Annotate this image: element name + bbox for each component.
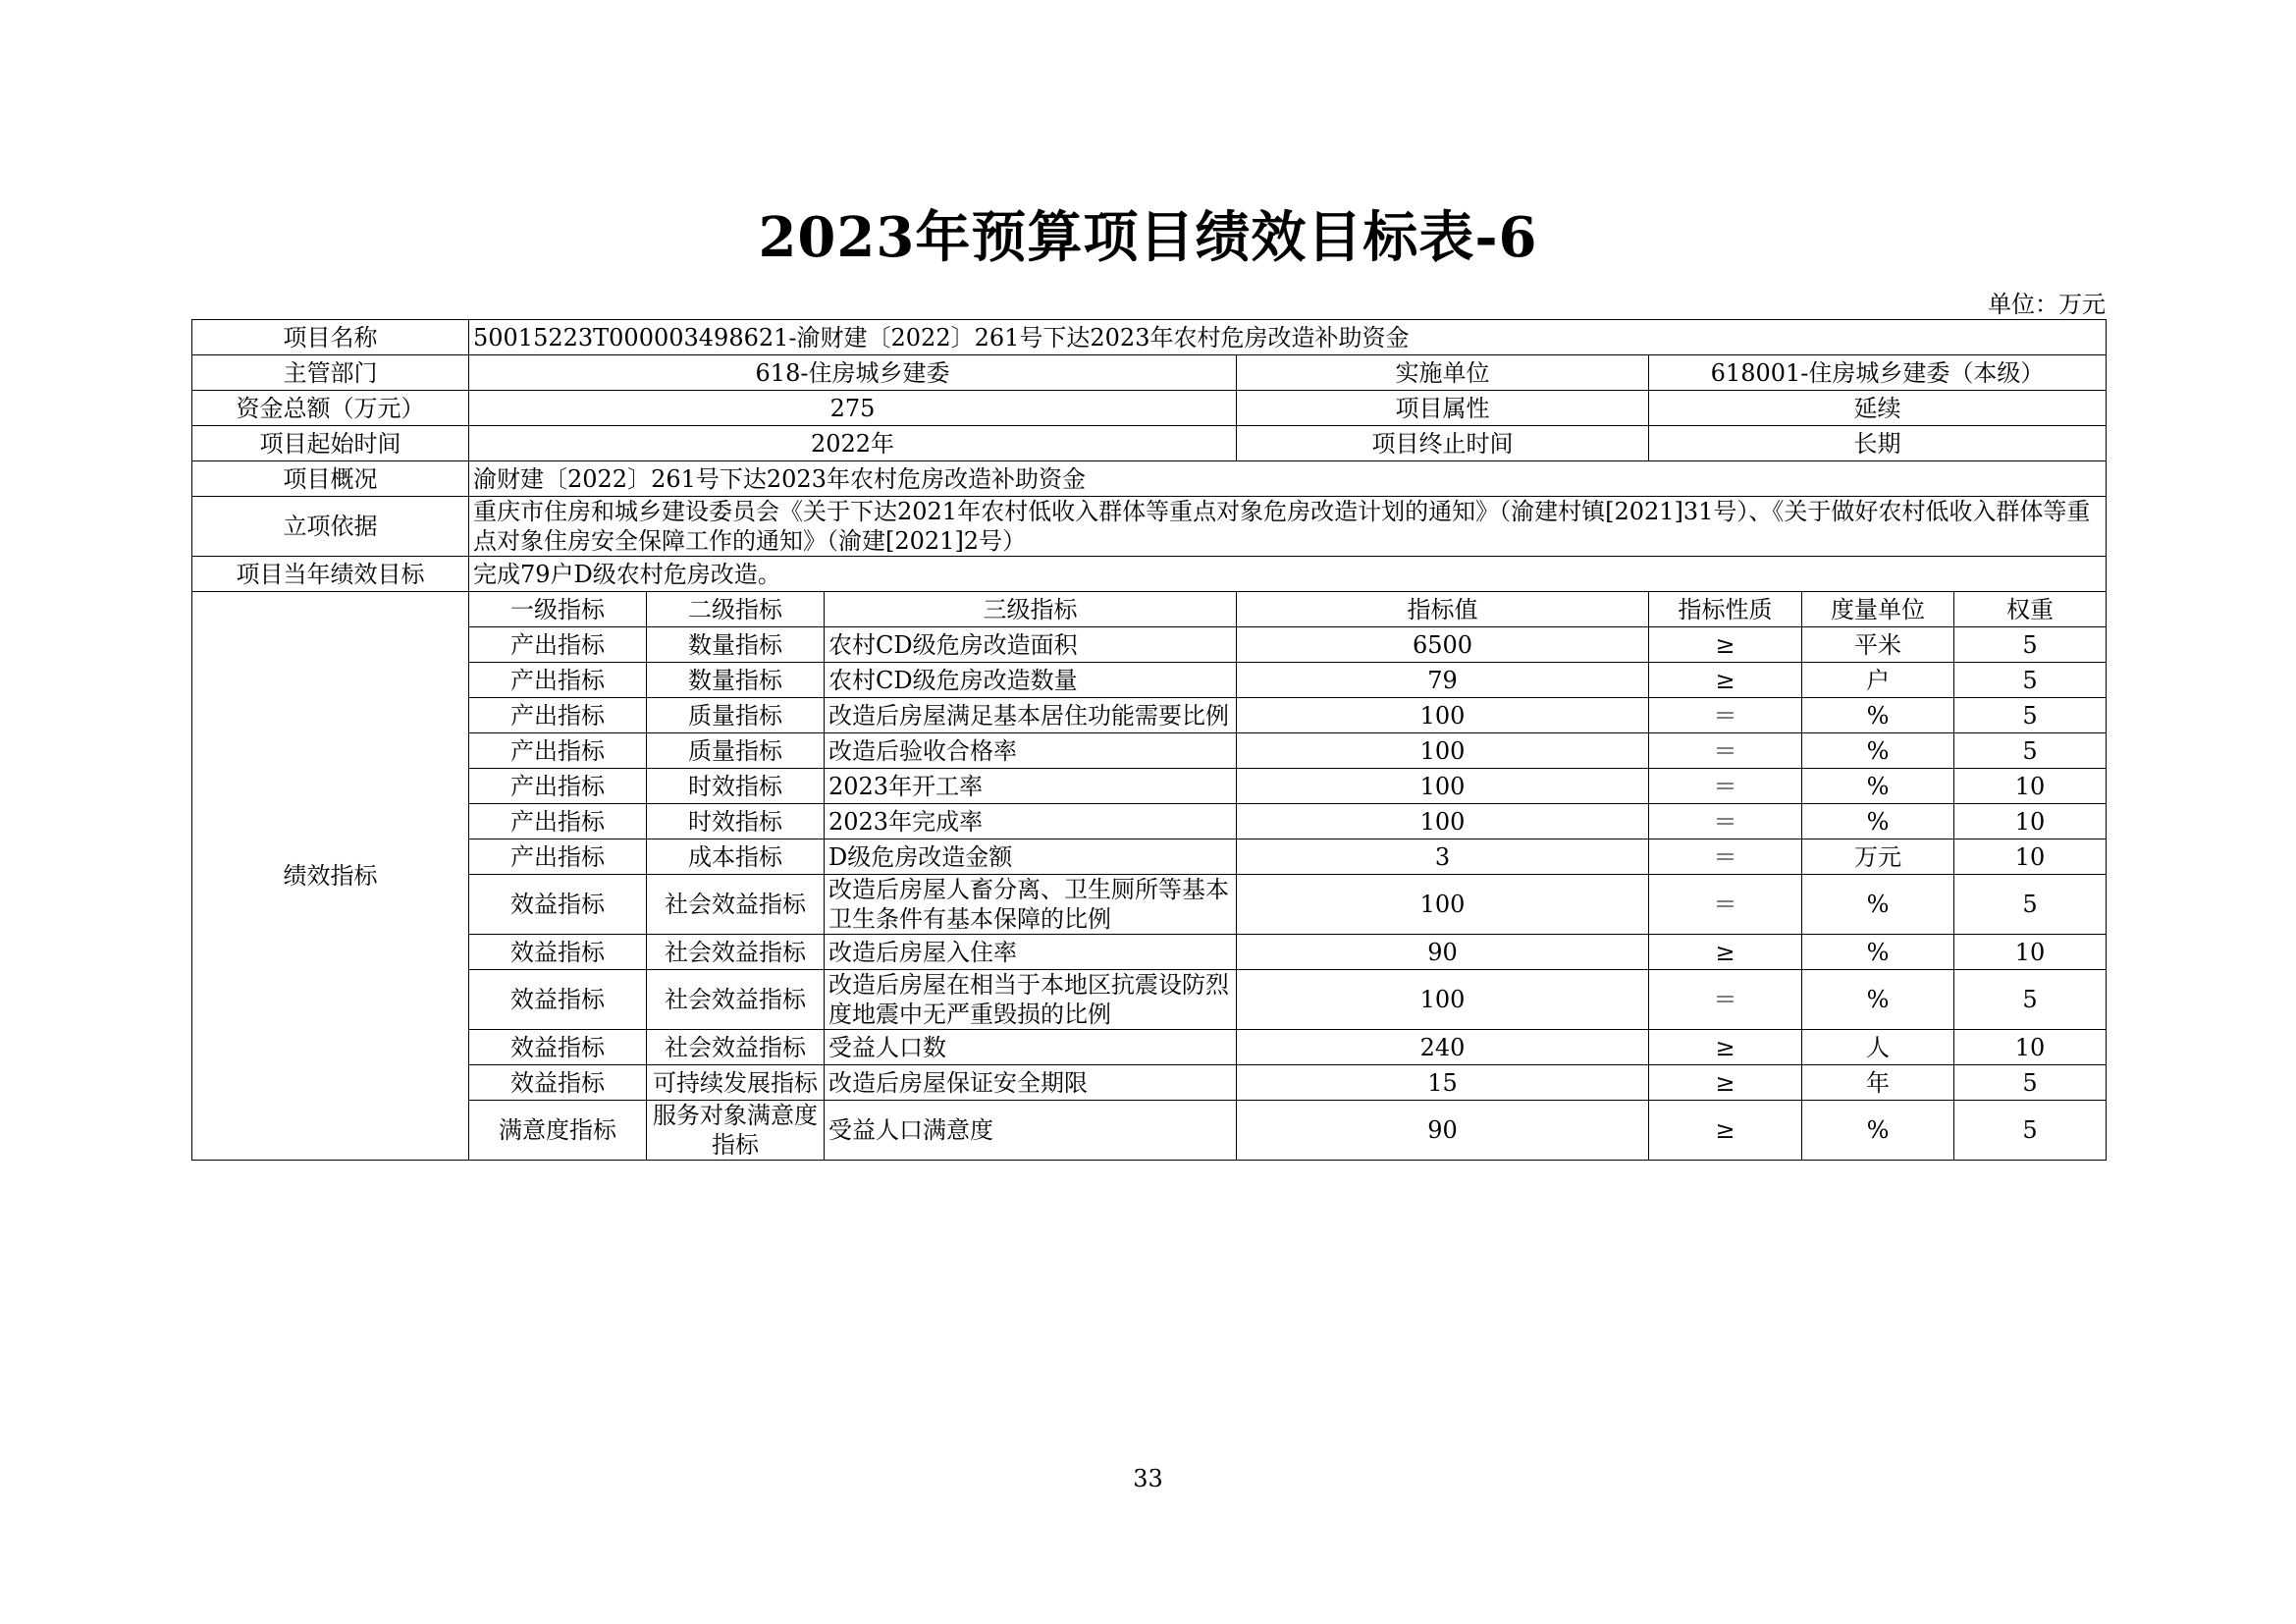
column-header: 指标值 xyxy=(1237,592,1649,627)
table-cell: ＝ xyxy=(1649,769,1802,804)
table-cell: 5 xyxy=(1954,663,2107,698)
table-cell: 产出指标 xyxy=(469,733,647,769)
table-cell: % xyxy=(1802,769,1954,804)
value-cell: 渝财建〔2022〕261号下达2023年农村危房改造补助资金 xyxy=(469,461,2107,497)
table-cell: ≥ xyxy=(1649,1030,1802,1065)
table-cell: 5 xyxy=(1954,970,2107,1030)
table-row xyxy=(192,733,2107,769)
label-cell: 项目名称 xyxy=(192,320,469,355)
table-cell: 3 xyxy=(1237,839,1649,875)
value-cell: 618-住房城乡建委 xyxy=(469,355,1237,391)
row-overview xyxy=(192,461,2107,497)
page-title: 2023年预算项目绩效目标表-6 xyxy=(758,205,1538,270)
table-cell: 15 xyxy=(1237,1065,1649,1101)
table-cell: 效益指标 xyxy=(469,935,647,970)
table-cell: ＝ xyxy=(1649,875,1802,935)
table-row xyxy=(192,1065,2107,1101)
table-cell: ＝ xyxy=(1649,839,1802,875)
value-cell: 长期 xyxy=(1649,426,2107,461)
table-cell: 100 xyxy=(1237,733,1649,769)
table-cell: % xyxy=(1802,804,1954,839)
table-cell: ＝ xyxy=(1649,698,1802,733)
table-cell: 质量指标 xyxy=(647,733,825,769)
table-cell: 平米 xyxy=(1802,627,1954,663)
table-cell: % xyxy=(1802,1101,1954,1161)
table-cell: 效益指标 xyxy=(469,1030,647,1065)
table-cell: 10 xyxy=(1954,804,2107,839)
table-cell: 改造后房屋保证安全期限 xyxy=(825,1065,1237,1101)
table-cell: 5 xyxy=(1954,1065,2107,1101)
table-row xyxy=(192,839,2107,875)
row-dept xyxy=(192,355,2107,391)
table-cell: D级危房改造金额 xyxy=(825,839,1237,875)
table-cell: 5 xyxy=(1954,698,2107,733)
table-cell: % xyxy=(1802,935,1954,970)
table-cell: 改造后房屋满足基本居住功能需要比例 xyxy=(825,698,1237,733)
table-cell: 农村CD级危房改造面积 xyxy=(825,627,1237,663)
label-cell: 项目起始时间 xyxy=(192,426,469,461)
table-row xyxy=(192,804,2107,839)
table-cell: ≥ xyxy=(1649,627,1802,663)
table-cell: 效益指标 xyxy=(469,970,647,1030)
table-cell: % xyxy=(1802,970,1954,1030)
value-cell: 50015223T000003498621-渝财建〔2022〕261号下达2023年农村危房改造补助资金 xyxy=(469,320,2107,355)
table-cell: 产出指标 xyxy=(469,698,647,733)
table-cell: 100 xyxy=(1237,804,1649,839)
column-header: 度量单位 xyxy=(1802,592,1954,627)
table-cell: 社会效益指标 xyxy=(647,1030,825,1065)
table-cell: 质量指标 xyxy=(647,698,825,733)
row-indicator-header xyxy=(192,592,2107,627)
table-cell: 数量指标 xyxy=(647,663,825,698)
table-cell: 社会效益指标 xyxy=(647,935,825,970)
unit-label: 单位：万元 xyxy=(1988,291,2106,318)
table-cell: 受益人口满意度 xyxy=(825,1101,1237,1161)
table-cell: 100 xyxy=(1237,875,1649,935)
label-cell: 项目概况 xyxy=(192,461,469,497)
table-cell: 5 xyxy=(1954,733,2107,769)
table-cell: 改造后房屋入住率 xyxy=(825,935,1237,970)
table-cell: ＝ xyxy=(1649,733,1802,769)
table-cell: 产出指标 xyxy=(469,627,647,663)
table-row xyxy=(192,935,2107,970)
table-cell: 社会效益指标 xyxy=(647,875,825,935)
table-cell: 产出指标 xyxy=(469,839,647,875)
value-cell: 275 xyxy=(469,391,1237,426)
table-cell: 79 xyxy=(1237,663,1649,698)
table-cell: 产出指标 xyxy=(469,769,647,804)
row-total xyxy=(192,391,2107,426)
column-header: 二级指标 xyxy=(647,592,825,627)
value-cell: 2022年 xyxy=(469,426,1237,461)
table-cell: 100 xyxy=(1237,970,1649,1030)
table-cell: 2023年开工率 xyxy=(825,769,1237,804)
table-cell: 5 xyxy=(1954,875,2107,935)
table-cell: 90 xyxy=(1237,935,1649,970)
table-row xyxy=(192,769,2107,804)
table-cell: 2023年完成率 xyxy=(825,804,1237,839)
table-cell: 5 xyxy=(1954,1101,2107,1161)
table-row xyxy=(192,1030,2107,1065)
table-cell: 时效指标 xyxy=(647,804,825,839)
row-basis xyxy=(192,497,2107,557)
table-cell: ＝ xyxy=(1649,804,1802,839)
table-cell: 人 xyxy=(1802,1030,1954,1065)
table-cell: 效益指标 xyxy=(469,1065,647,1101)
table-cell: 时效指标 xyxy=(647,769,825,804)
table-cell: % xyxy=(1802,875,1954,935)
table-cell: 10 xyxy=(1954,839,2107,875)
table-cell: 受益人口数 xyxy=(825,1030,1237,1065)
label-cell: 实施单位 xyxy=(1237,355,1649,391)
label-cell: 项目终止时间 xyxy=(1237,426,1649,461)
value-cell: 延续 xyxy=(1649,391,2107,426)
table-cell: 服务对象满意度指标 xyxy=(647,1101,825,1161)
label-cell: 主管部门 xyxy=(192,355,469,391)
table-row xyxy=(192,1101,2107,1161)
row-goal xyxy=(192,557,2107,592)
row-time xyxy=(192,426,2107,461)
table-row xyxy=(192,875,2107,935)
table-cell: 10 xyxy=(1954,1030,2107,1065)
table-cell: ≥ xyxy=(1649,1065,1802,1101)
table-cell: 10 xyxy=(1954,769,2107,804)
label-cell: 绩效指标 xyxy=(192,592,469,1161)
label-cell: 项目属性 xyxy=(1237,391,1649,426)
table-cell: 改造后房屋人畜分离、卫生厕所等基本卫生条件有基本保障的比例 xyxy=(825,875,1237,935)
row-project-name xyxy=(192,320,2107,355)
label-cell: 项目当年绩效目标 xyxy=(192,557,469,592)
table-cell: 改造后验收合格率 xyxy=(825,733,1237,769)
table-cell: % xyxy=(1802,698,1954,733)
table-cell: 100 xyxy=(1237,769,1649,804)
table-cell: 可持续发展指标 xyxy=(647,1065,825,1101)
label-cell: 立项依据 xyxy=(192,497,469,557)
value-cell: 重庆市住房和城乡建设委员会《关于下达2021年农村低收入群体等重点对象危房改造计划的通知》（渝建村镇[2021]31号）、《关于做好农村低收入群体等重点对象住房安全保障工作的通知》（渝建[2021]2号） xyxy=(469,497,2107,557)
table-cell: ≥ xyxy=(1649,935,1802,970)
table-row xyxy=(192,698,2107,733)
table-cell: 户 xyxy=(1802,663,1954,698)
table-cell: ≥ xyxy=(1649,663,1802,698)
table-cell: 改造后房屋在相当于本地区抗震设防烈度地震中无严重毁损的比例 xyxy=(825,970,1237,1030)
column-header: 一级指标 xyxy=(469,592,647,627)
table-cell: 成本指标 xyxy=(647,839,825,875)
table-cell: 产出指标 xyxy=(469,804,647,839)
table-cell: 万元 xyxy=(1802,839,1954,875)
column-header: 三级指标 xyxy=(825,592,1237,627)
table-row xyxy=(192,627,2107,663)
table-row xyxy=(192,970,2107,1030)
table-cell: 社会效益指标 xyxy=(647,970,825,1030)
table-row xyxy=(192,663,2107,698)
value-cell: 完成79户D级农村危房改造。 xyxy=(469,557,2107,592)
performance-table xyxy=(191,319,2107,1161)
table-cell: 年 xyxy=(1802,1065,1954,1101)
page-number: 33 xyxy=(1133,1465,1163,1492)
table-cell: 5 xyxy=(1954,627,2107,663)
label-cell: 资金总额（万元） xyxy=(192,391,469,426)
value-cell: 618001-住房城乡建委（本级） xyxy=(1649,355,2107,391)
table-cell: ＝ xyxy=(1649,970,1802,1030)
table-cell: % xyxy=(1802,733,1954,769)
table-cell: 效益指标 xyxy=(469,875,647,935)
table-cell: 240 xyxy=(1237,1030,1649,1065)
table-cell: ≥ xyxy=(1649,1101,1802,1161)
table-cell: 90 xyxy=(1237,1101,1649,1161)
table-cell: 100 xyxy=(1237,698,1649,733)
table-cell: 农村CD级危房改造数量 xyxy=(825,663,1237,698)
column-header: 权重 xyxy=(1954,592,2107,627)
table-cell: 10 xyxy=(1954,935,2107,970)
table-cell: 产出指标 xyxy=(469,663,647,698)
table-cell: 数量指标 xyxy=(647,627,825,663)
table-cell: 6500 xyxy=(1237,627,1649,663)
column-header: 指标性质 xyxy=(1649,592,1802,627)
table-cell: 满意度指标 xyxy=(469,1101,647,1161)
